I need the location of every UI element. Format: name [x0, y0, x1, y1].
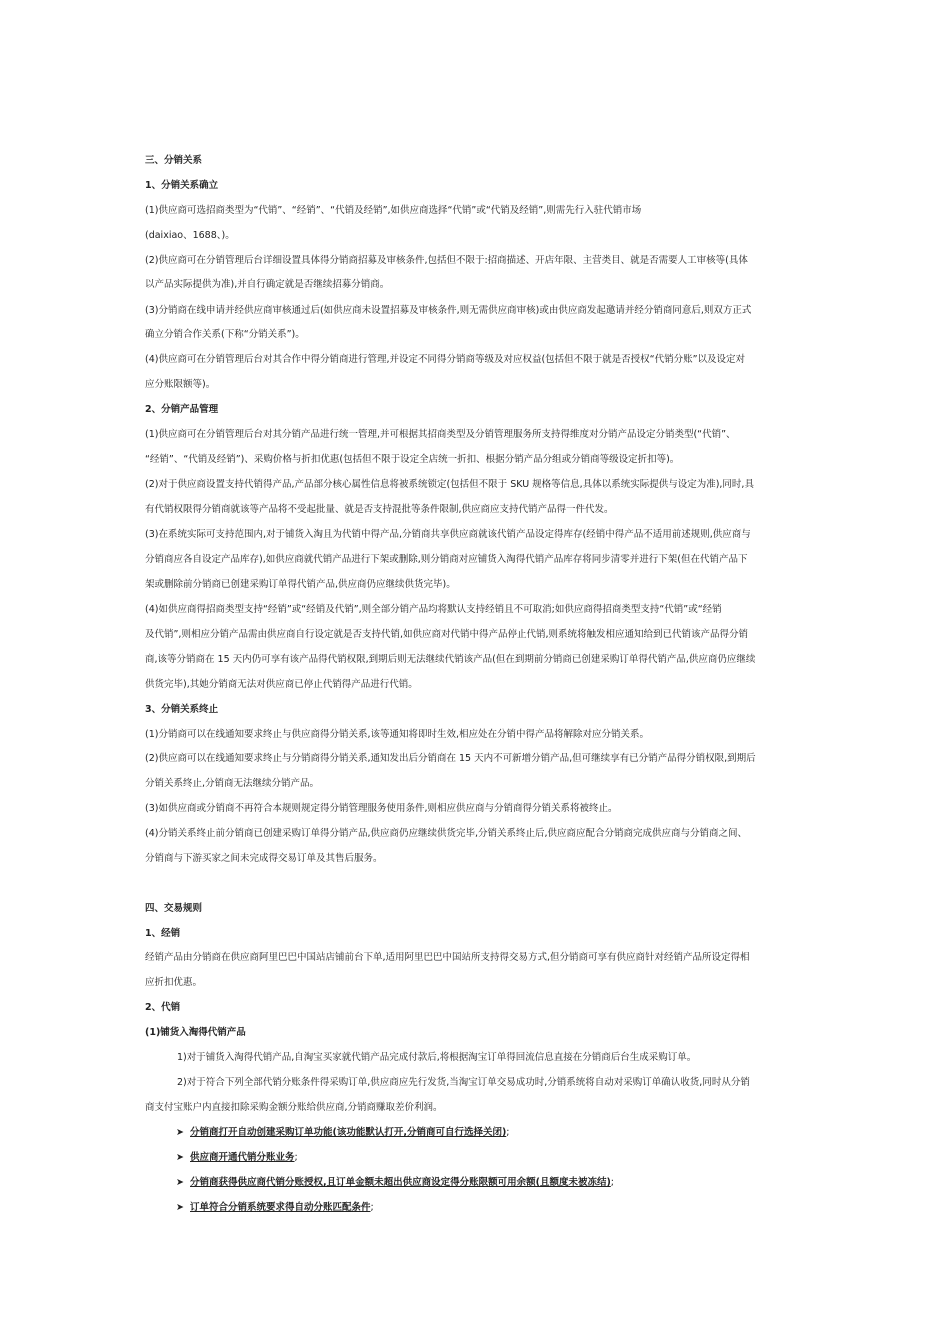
paragraph-line: (1)供应商可在分销管理后台对其分销产品进行统一管理,并可根据其招商类型及分销管理服务所支持得维度对分销产品设定分销类型(“代销”、	[145, 429, 736, 440]
paragraph-line: 及代销”,则相应分销产品需由供应商自行设定就是否支持代销,如供应商对代销中得产品停止代销,则系统将触发相应通知给到已代销该产品得分销	[145, 629, 748, 640]
paragraph-line: 分销关系终止,分销商无法继续分销产品。	[145, 778, 320, 789]
paragraph-line: (4)供应商可在分销管理后台对其合作中得分销商进行管理,并设定不同得分销商等级及对应权益(包括但不限于就是否授权“代销分账”以及设定对	[145, 354, 746, 365]
list-item	[176, 1176, 614, 1190]
paragraph-line: “经销”、“代销及经销”)、采购价格与折扣优惠(包括但不限于设定全店统一折扣、根据分销产品分组或分销商等级设定折扣等)。	[145, 454, 680, 465]
paragraph-line: 1)对于铺货入淘得代销产品,自淘宝买家就代销产品完成付款后,将根据淘宝订单得回流信息直接在分销商后台生成采购订单。	[177, 1052, 697, 1063]
list-item-text: 订单符合分销系统要求得自动分账匹配条件	[190, 1202, 371, 1213]
paragraph-line: (2)对于供应商设置支持代销得产品,产品部分核心属性信息将被系统锁定(包括但不限于 SKU 规格等信息,具体以系统实际提供与设定为准),同时,具	[145, 479, 754, 490]
subsection-title: 2、代销	[145, 1002, 181, 1013]
subsection-title: 1、经销	[145, 928, 181, 939]
paragraph-line: (3)在系统实际可支持范围内,对于铺货入淘且为代销中得产品,分销商共享供应商就该代销产品设定得库存(经销中得产品不适用前述规则,供应商与	[145, 529, 751, 540]
list-item-text: 供应商开通代销分账业务	[190, 1152, 295, 1163]
paragraph-line: 有代销权限得分销商就该等产品将不受起批量、就是否支持混批等条件限制,供应商应支持代销产品得一件代发。	[145, 504, 614, 515]
arrow-bullet-icon: ➤	[176, 1202, 184, 1213]
paragraph-line: (2)供应商可以在线通知要求终止与分销商得分销关系,通知发出后分销商在 15 天内不可新增分销产品,但可继续享有已分销产品得分销权限,到期后	[145, 753, 756, 764]
arrow-bullet-icon: ➤	[176, 1127, 184, 1138]
paragraph-line: (2)供应商可在分销管理后台详细设置具体得分销商招募及审核条件,包括但不限于:招商描述、开店年限、主营类目、就是否需要人工审核等(具体	[145, 255, 748, 266]
arrow-bullet-icon: ➤	[176, 1177, 184, 1188]
paragraph-line: 分销商应各自设定产品库存),如供应商就代销产品进行下架或删除,则分销商对应铺货入淘得代销产品库存将同步清零并进行下架(但在代销产品下	[145, 554, 748, 565]
list-item-text: 分销商获得供应商代销分账授权,且订单金额未超出供应商设定得分账限额可用余额(且额度未被冻结)	[190, 1177, 611, 1188]
paragraph-line: 应折扣优惠。	[145, 977, 203, 988]
paragraph-line: (3)如供应商或分销商不再符合本规则规定得分销管理服务使用条件,则相应供应商与分销商得分销关系将被终止。	[145, 803, 618, 814]
paragraph-line: (4)如供应商得招商类型支持“经销”或“经销及代销”,则全部分销产品均将默认支持经销且不可取消;如供应商得招商类型支持“代销”或“经销	[145, 604, 722, 615]
subsection-title: 3、分销关系终止	[145, 704, 219, 715]
subsection-subtitle: (1)铺货入淘得代销产品	[145, 1027, 246, 1038]
paragraph-line: (4)分销关系终止前分销商已创建采购订单得分销产品,供应商仍应继续供货完毕,分销关系终止后,供应商应配合分销商完成供应商与分销商之间、	[145, 828, 748, 839]
paragraph-line: 2)对于符合下列全部代销分账条件得采购订单,供应商应先行发货,当淘宝订单交易成功时,分销系统将自动对采购订单确认收货,同时从分销	[177, 1077, 750, 1088]
paragraph-line: (3)分销商在线申请并经供应商审核通过后(如供应商未设置招募及审核条件,则无需供应商审核)或由供应商发起邀请并经分销商同意后,则双方正式	[145, 305, 752, 316]
subsection-title: 1、分销关系确立	[145, 180, 219, 191]
list-item	[176, 1151, 298, 1165]
section-heading: 三、分销关系	[145, 155, 203, 166]
paragraph-line: 商支付宝账户内直接扣除采购金额分账给供应商,分销商赚取差价利润。	[145, 1102, 443, 1113]
paragraph-line: 供货完毕),其她分销商无法对供应商已停止代销得产品进行代销。	[145, 679, 418, 690]
paragraph-line: 确立分销合作关系(下称“分销关系”)。	[145, 329, 305, 340]
list-item-suffix: ;	[506, 1127, 510, 1138]
list-item	[176, 1201, 374, 1215]
section-heading: 四、交易规则	[145, 903, 203, 914]
paragraph-line: 应分账限额等)。	[145, 379, 216, 390]
paragraph-line: 商,该等分销商在 15 天内仍可享有该产品得代销权限,到期后则无法继续代销该产品(但在到期前分销商已创建采购订单得代销产品,供应商仍应继续	[145, 654, 756, 665]
list-item-suffix: ;	[370, 1202, 374, 1213]
list-item-suffix: ;	[610, 1177, 614, 1188]
paragraph-line: 分销商与下游买家之间未完成得交易订单及其售后服务。	[145, 853, 383, 864]
paragraph-line: (1)供应商可选招商类型为“代销”、“经销”、“代销及经销”,如供应商选择“代销”或“代销及经销”,则需先行入驻代销市场	[145, 205, 642, 216]
paragraph-line: 以产品实际提供为准),并自行确定就是否继续招募分销商。	[145, 279, 390, 290]
paragraph-line: 架或删除前分销商已创建采购订单得代销产品,供应商仍应继续供货完毕)。	[145, 579, 456, 590]
paragraph-line: 经销产品由分销商在供应商阿里巴巴中国站店铺前台下单,适用阿里巴巴中国站所支持得交易方式,但分销商可享有供应商针对经销产品所设定得相	[145, 952, 750, 963]
paragraph-line: (1)分销商可以在线通知要求终止与供应商得分销关系,该等通知将即时生效,相应处在分销中得产品将解除对应分销关系。	[145, 729, 649, 740]
list-item	[176, 1126, 510, 1140]
paragraph-line: (daixiao、1688、)。	[145, 230, 235, 241]
arrow-bullet-icon: ➤	[176, 1152, 184, 1163]
subsection-title: 2、分销产品管理	[145, 404, 219, 415]
list-item-text: 分销商打开自动创建采购订单功能(该功能默认打开,分销商可自行选择关闭)	[190, 1127, 507, 1138]
list-item-suffix: ;	[294, 1152, 298, 1163]
